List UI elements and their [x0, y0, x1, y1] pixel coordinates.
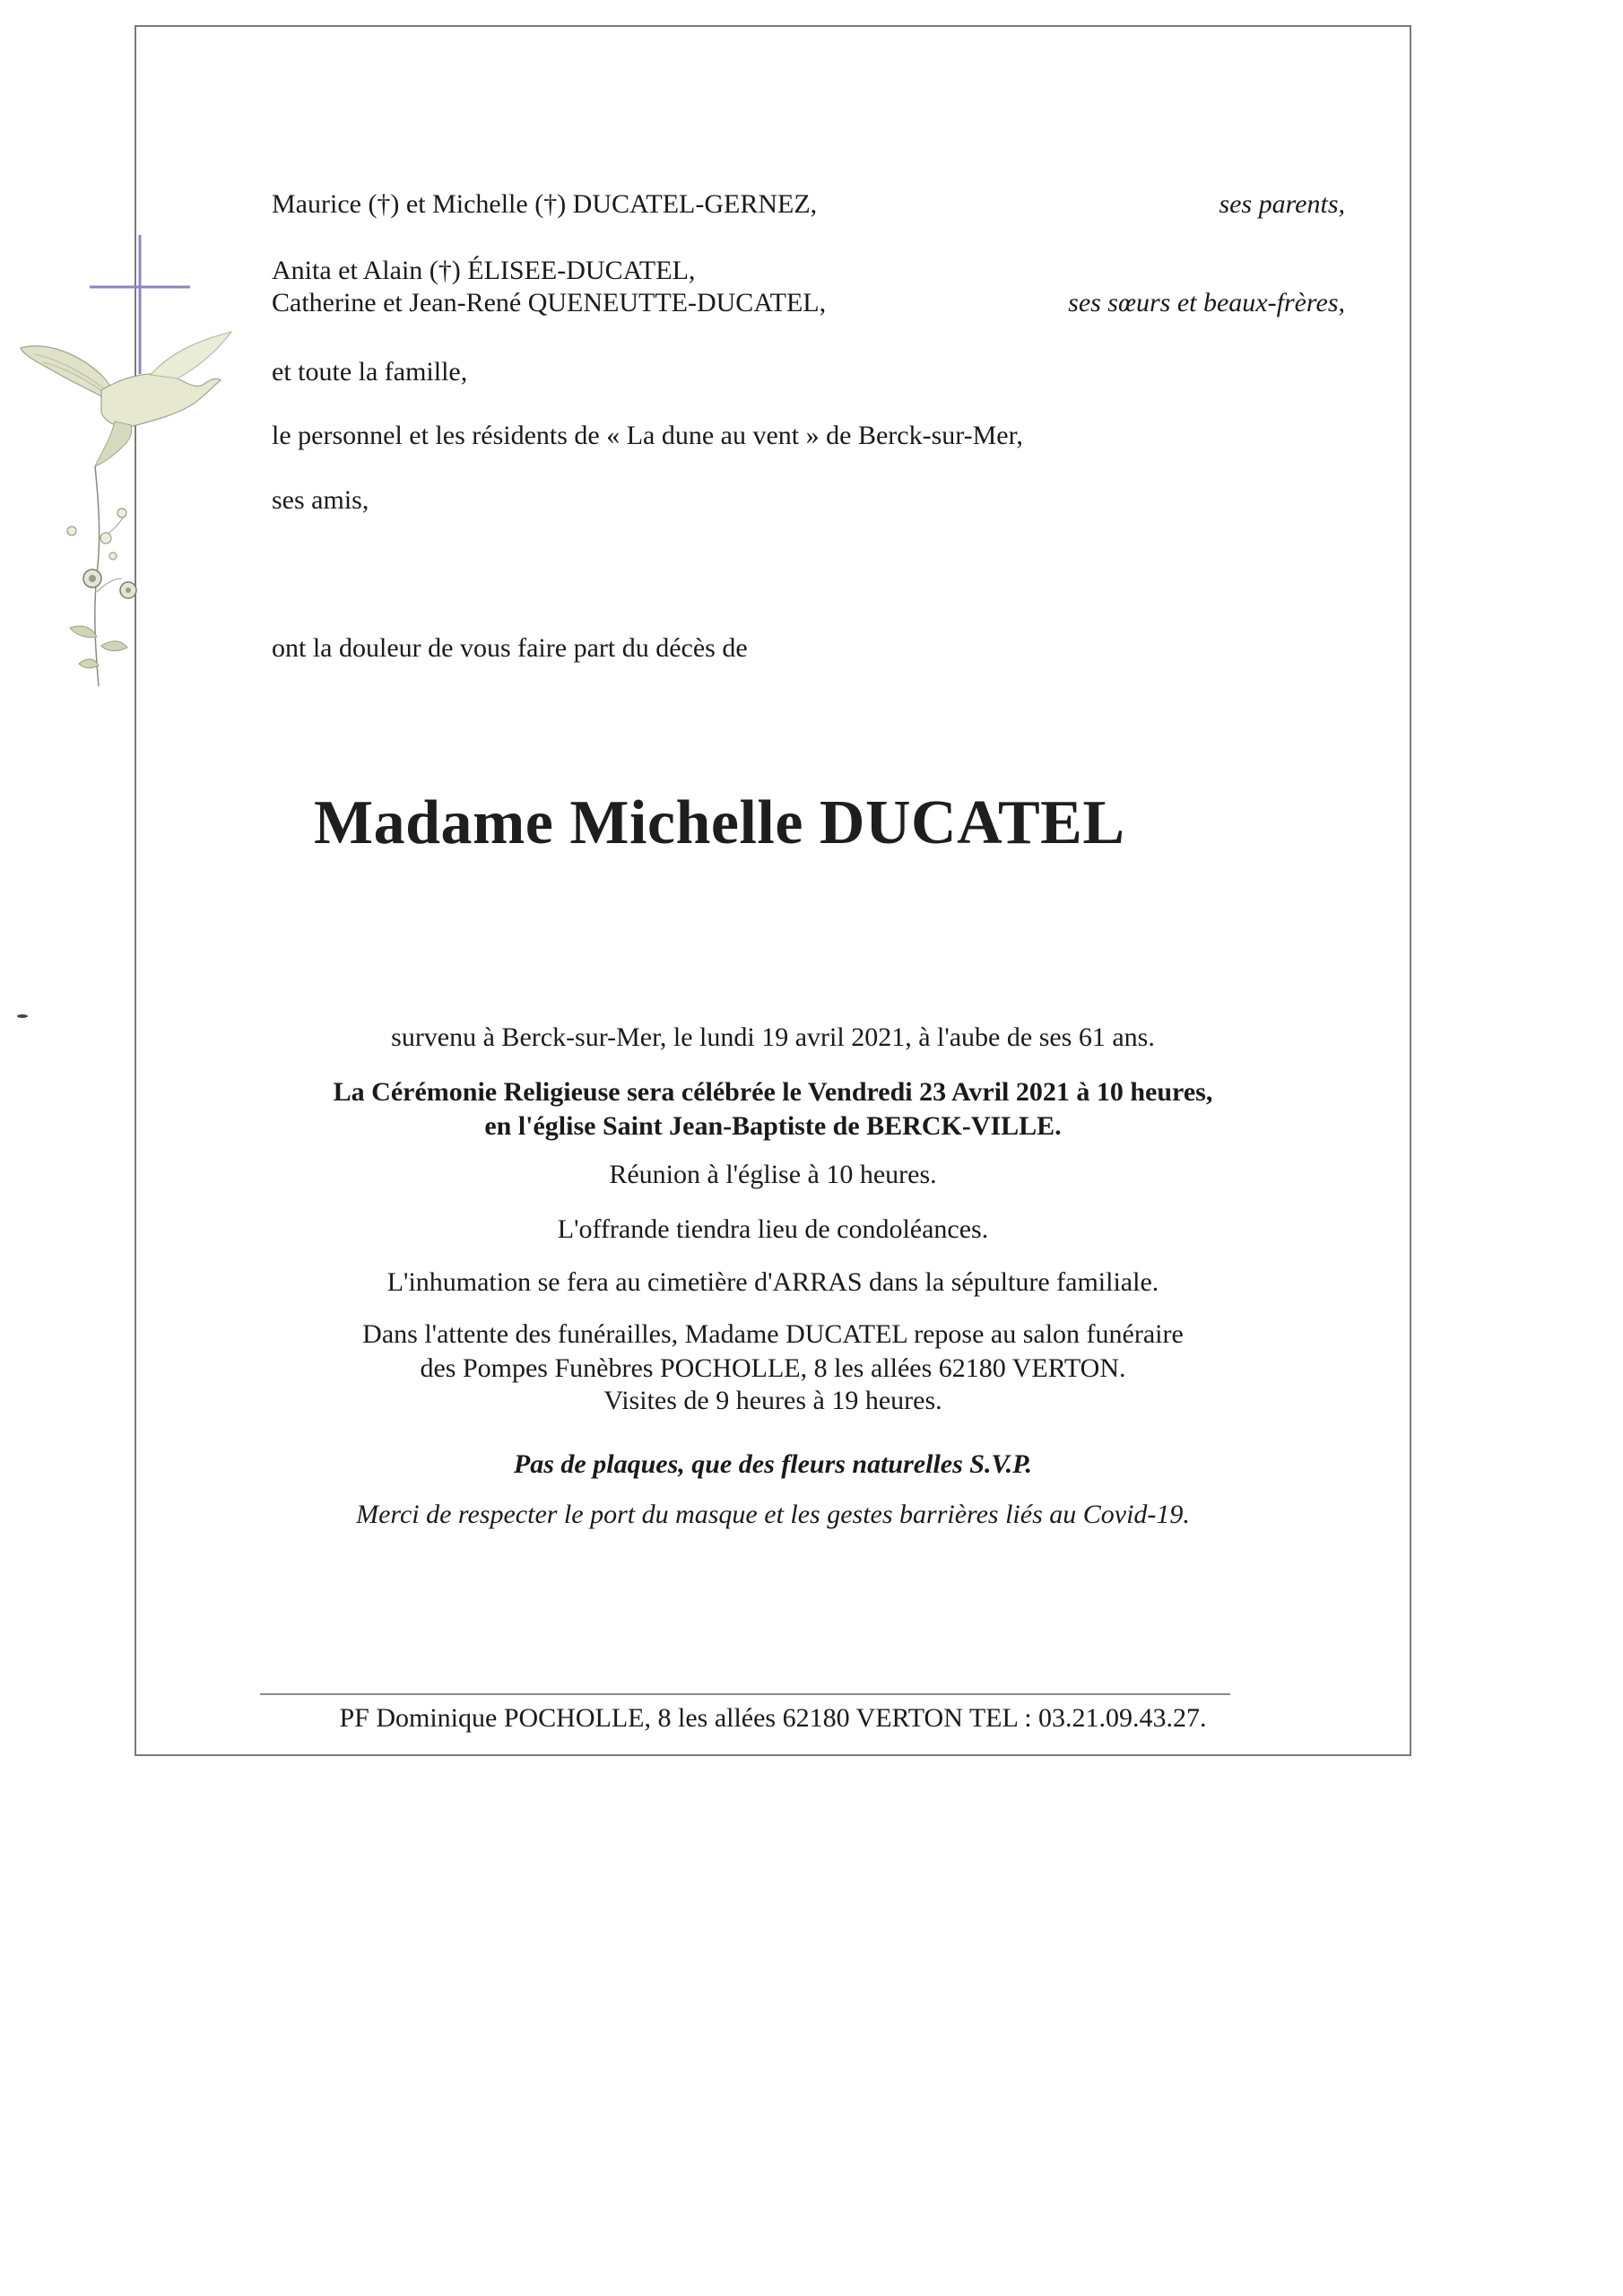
covid-note: Merci de respecter le port du masque et les gestes barrières liés au Covid-19. [356, 1500, 1190, 1529]
footer-contact: PF Dominique POCHOLLE, 8 les allées 62180 VERTON TEL : 03.21.09.43.27. [339, 1703, 1207, 1733]
footer-divider [260, 1693, 1230, 1695]
ceremony-line-1: La Cérémonie Religieuse sera célébrée le Vendredi 23 Avril 2021 à 10 heures, [333, 1077, 1213, 1107]
rest-line-1: Dans l'attente des funérailles, Madame DUCATEL repose au salon funéraire [362, 1319, 1184, 1349]
ceremony-line-2: en l'église Saint Jean-Baptiste de BERCK-VILLE. [484, 1111, 1062, 1141]
visits-info: Visites de 9 heures à 19 heures. [603, 1386, 942, 1415]
burial-info: L'inhumation se fera au cimetière d'ARRAS dans la sépulture familiale. [386, 1267, 1159, 1297]
scan-speck [16, 1013, 29, 1019]
family-line: et toute la famille, [272, 357, 468, 387]
siblings-line-2: Catherine et Jean-René QUENEUTTE-DUCATEL, [272, 288, 827, 317]
parents-names: Maurice (†) et Michelle (†) DUCATEL-GERNEZ, [272, 189, 818, 219]
death-details: survenu à Berck-sur-Mer, le lundi 19 avril 2021, à l'aube de ses 61 ans. [391, 1022, 1155, 1052]
friends-line: ses amis, [272, 485, 369, 515]
siblings-relation: ses sœurs et beaux-frères, [1068, 288, 1345, 317]
flowers-note: Pas de plaques, que des fleurs naturelles S.V.P. [513, 1449, 1033, 1479]
rest-line-2: des Pompes Funèbres POCHOLLE, 8 les allées 62180 VERTON. [420, 1353, 1126, 1383]
offering-info: L'offrande tiendra lieu de condoléances. [557, 1214, 989, 1244]
parents-relation: ses parents, [1219, 189, 1345, 219]
staff-line: le personnel et les résidents de « La dune au vent » de Berck-sur-Mer, [272, 421, 1023, 450]
siblings-line-1: Anita et Alain (†) ÉLISEE-DUCATEL, [272, 256, 696, 285]
meeting-info: Réunion à l'église à 10 heures. [609, 1160, 937, 1189]
deceased-name: Madame Michelle DUCATEL [314, 788, 1125, 857]
announcement-intro: ont la douleur de vous faire part du décès de [272, 633, 748, 663]
dove-with-flowers-icon [16, 269, 240, 691]
